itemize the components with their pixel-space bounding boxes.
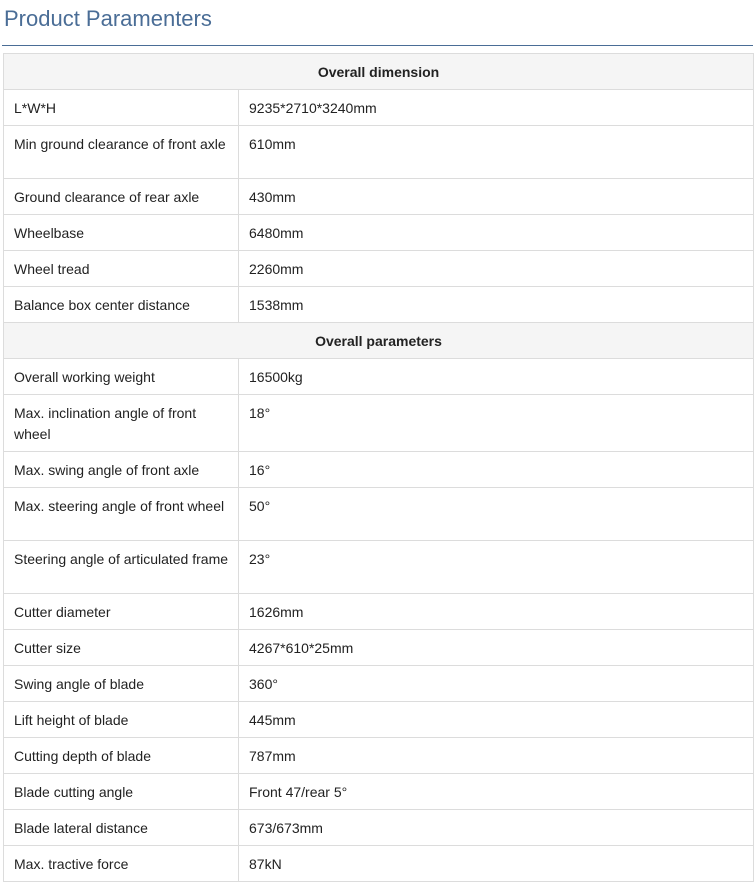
param-value: 445mm — [239, 702, 754, 738]
param-label: L*W*H — [4, 90, 239, 126]
table-row — [4, 846, 754, 882]
param-value: 9235*2710*3240mm — [239, 90, 754, 126]
table-row — [4, 702, 754, 738]
table-row — [4, 738, 754, 774]
param-label: Max. steering angle of front wheel — [4, 488, 239, 541]
param-label: Max. swing angle of front axle — [4, 452, 239, 488]
param-value: 787mm — [239, 738, 754, 774]
param-value: 6480mm — [239, 215, 754, 251]
param-label: Balance box center distance — [4, 287, 239, 323]
param-value: 610mm — [239, 126, 754, 179]
param-value: 2260mm — [239, 251, 754, 287]
table-row — [4, 666, 754, 702]
param-label: Lift height of blade — [4, 702, 239, 738]
param-label: Blade lateral distance — [4, 810, 239, 846]
section-heading: Overall dimension — [4, 54, 754, 90]
table-row — [4, 452, 754, 488]
param-value: 1626mm — [239, 594, 754, 630]
table-row — [4, 541, 754, 594]
param-value: 23° — [239, 541, 754, 594]
table-row — [4, 488, 754, 541]
param-label: Max. tractive force — [4, 846, 239, 882]
param-label: Wheelbase — [4, 215, 239, 251]
param-value: Front 47/rear 5° — [239, 774, 754, 810]
table-row — [4, 90, 754, 126]
param-label: Blade cutting angle — [4, 774, 239, 810]
param-value: 1538mm — [239, 287, 754, 323]
table-row — [4, 126, 754, 179]
param-label: Ground clearance of rear axle — [4, 179, 239, 215]
table-row — [4, 774, 754, 810]
param-label: Swing angle of blade — [4, 666, 239, 702]
table-row — [4, 395, 754, 452]
param-label: Cutter diameter — [4, 594, 239, 630]
table-row — [4, 251, 754, 287]
param-label: Max. inclination angle of front wheel — [4, 395, 239, 452]
param-value: 16500kg — [239, 359, 754, 395]
title-divider — [2, 45, 753, 46]
param-value: 87kN — [239, 846, 754, 882]
param-value: 4267*610*25mm — [239, 630, 754, 666]
param-value: 360° — [239, 666, 754, 702]
table-row — [4, 594, 754, 630]
table-row — [4, 215, 754, 251]
table-row — [4, 179, 754, 215]
param-label: Cutting depth of blade — [4, 738, 239, 774]
param-value: 430mm — [239, 179, 754, 215]
section-header-row — [4, 323, 754, 359]
param-label: Overall working weight — [4, 359, 239, 395]
table-row — [4, 630, 754, 666]
section-heading: Overall parameters — [4, 323, 754, 359]
table-row — [4, 287, 754, 323]
param-label: Cutter size — [4, 630, 239, 666]
param-label: Min ground clearance of front axle — [4, 126, 239, 179]
param-label: Steering angle of articulated frame — [4, 541, 239, 594]
param-value: 18° — [239, 395, 754, 452]
page-title: Product Paramenters — [4, 6, 212, 31]
param-value: 16° — [239, 452, 754, 488]
param-label: Wheel tread — [4, 251, 239, 287]
table-row — [4, 359, 754, 395]
param-value: 50° — [239, 488, 754, 541]
parameters-table — [3, 53, 754, 882]
param-value: 673/673mm — [239, 810, 754, 846]
section-header-row — [4, 54, 754, 90]
